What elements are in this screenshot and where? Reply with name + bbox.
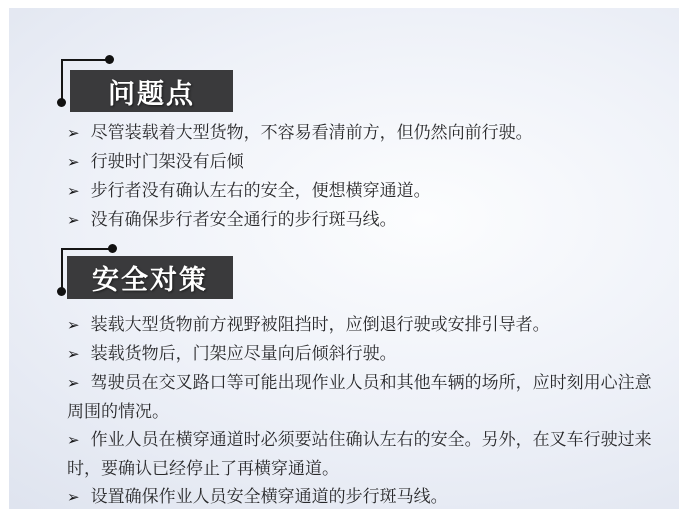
list-item-text: 装载货物后，门架应尽量向后倾斜行驶。 xyxy=(90,344,397,363)
header-connector-line xyxy=(61,248,112,250)
safety-countermeasures-list xyxy=(67,311,667,512)
connector-dot-icon xyxy=(105,55,114,64)
list-item xyxy=(67,369,667,426)
header-connector-line xyxy=(61,248,63,291)
list-item-text: 行驶时门架没有后倾 xyxy=(90,152,244,171)
content-panel xyxy=(9,8,679,509)
connector-dot-icon xyxy=(108,244,117,253)
arrow-bullet-icon: ➢ xyxy=(67,346,80,363)
arrow-bullet-icon: ➢ xyxy=(67,432,80,449)
list-item xyxy=(67,119,667,148)
arrow-bullet-icon: ➢ xyxy=(67,375,80,392)
list-item xyxy=(67,311,667,340)
connector-dot-icon xyxy=(57,98,66,107)
list-item xyxy=(67,426,667,483)
arrow-bullet-icon: ➢ xyxy=(67,317,80,334)
list-item xyxy=(67,177,667,206)
problem-points-list xyxy=(67,119,667,235)
header-connector-line xyxy=(61,59,109,61)
arrow-bullet-icon: ➢ xyxy=(67,489,80,506)
arrow-bullet-icon: ➢ xyxy=(67,154,80,171)
list-item xyxy=(67,340,667,369)
list-item-text: 步行者没有确认左右的安全，便想横穿通道。 xyxy=(90,181,431,200)
list-item-text: 作业人员在横穿通道时必须要站住确认左右的安全。另外，在叉车行驶过来时，要确认已经停止了再横穿通道。 xyxy=(67,430,652,478)
arrow-bullet-icon: ➢ xyxy=(67,183,80,200)
list-item-text: 没有确保步行者安全通行的步行斑马线。 xyxy=(90,210,397,229)
list-item xyxy=(67,483,667,512)
list-item xyxy=(67,206,667,235)
list-item-text: 设置确保作业人员安全横穿通道的步行斑马线。 xyxy=(90,487,448,506)
arrow-bullet-icon: ➢ xyxy=(67,125,80,142)
list-item-text: 驾驶员在交叉路口等可能出现作业人员和其他车辆的场所，应时刻用心注意周围的情况。 xyxy=(67,373,652,421)
list-item-text: 装载大型货物前方视野被阻挡时，应倒退行驶或安排引导者。 xyxy=(90,315,550,334)
header-connector-line xyxy=(61,59,63,102)
list-item xyxy=(67,148,667,177)
list-item-text: 尽管装载着大型货物，不容易看清前方，但仍然向前行驶。 xyxy=(90,123,533,142)
connector-dot-icon xyxy=(57,287,66,296)
arrow-bullet-icon: ➢ xyxy=(67,212,80,229)
section-title-safety-countermeasures: 安全对策 xyxy=(67,256,233,299)
section-title-problem-points: 问题点 xyxy=(70,70,233,112)
